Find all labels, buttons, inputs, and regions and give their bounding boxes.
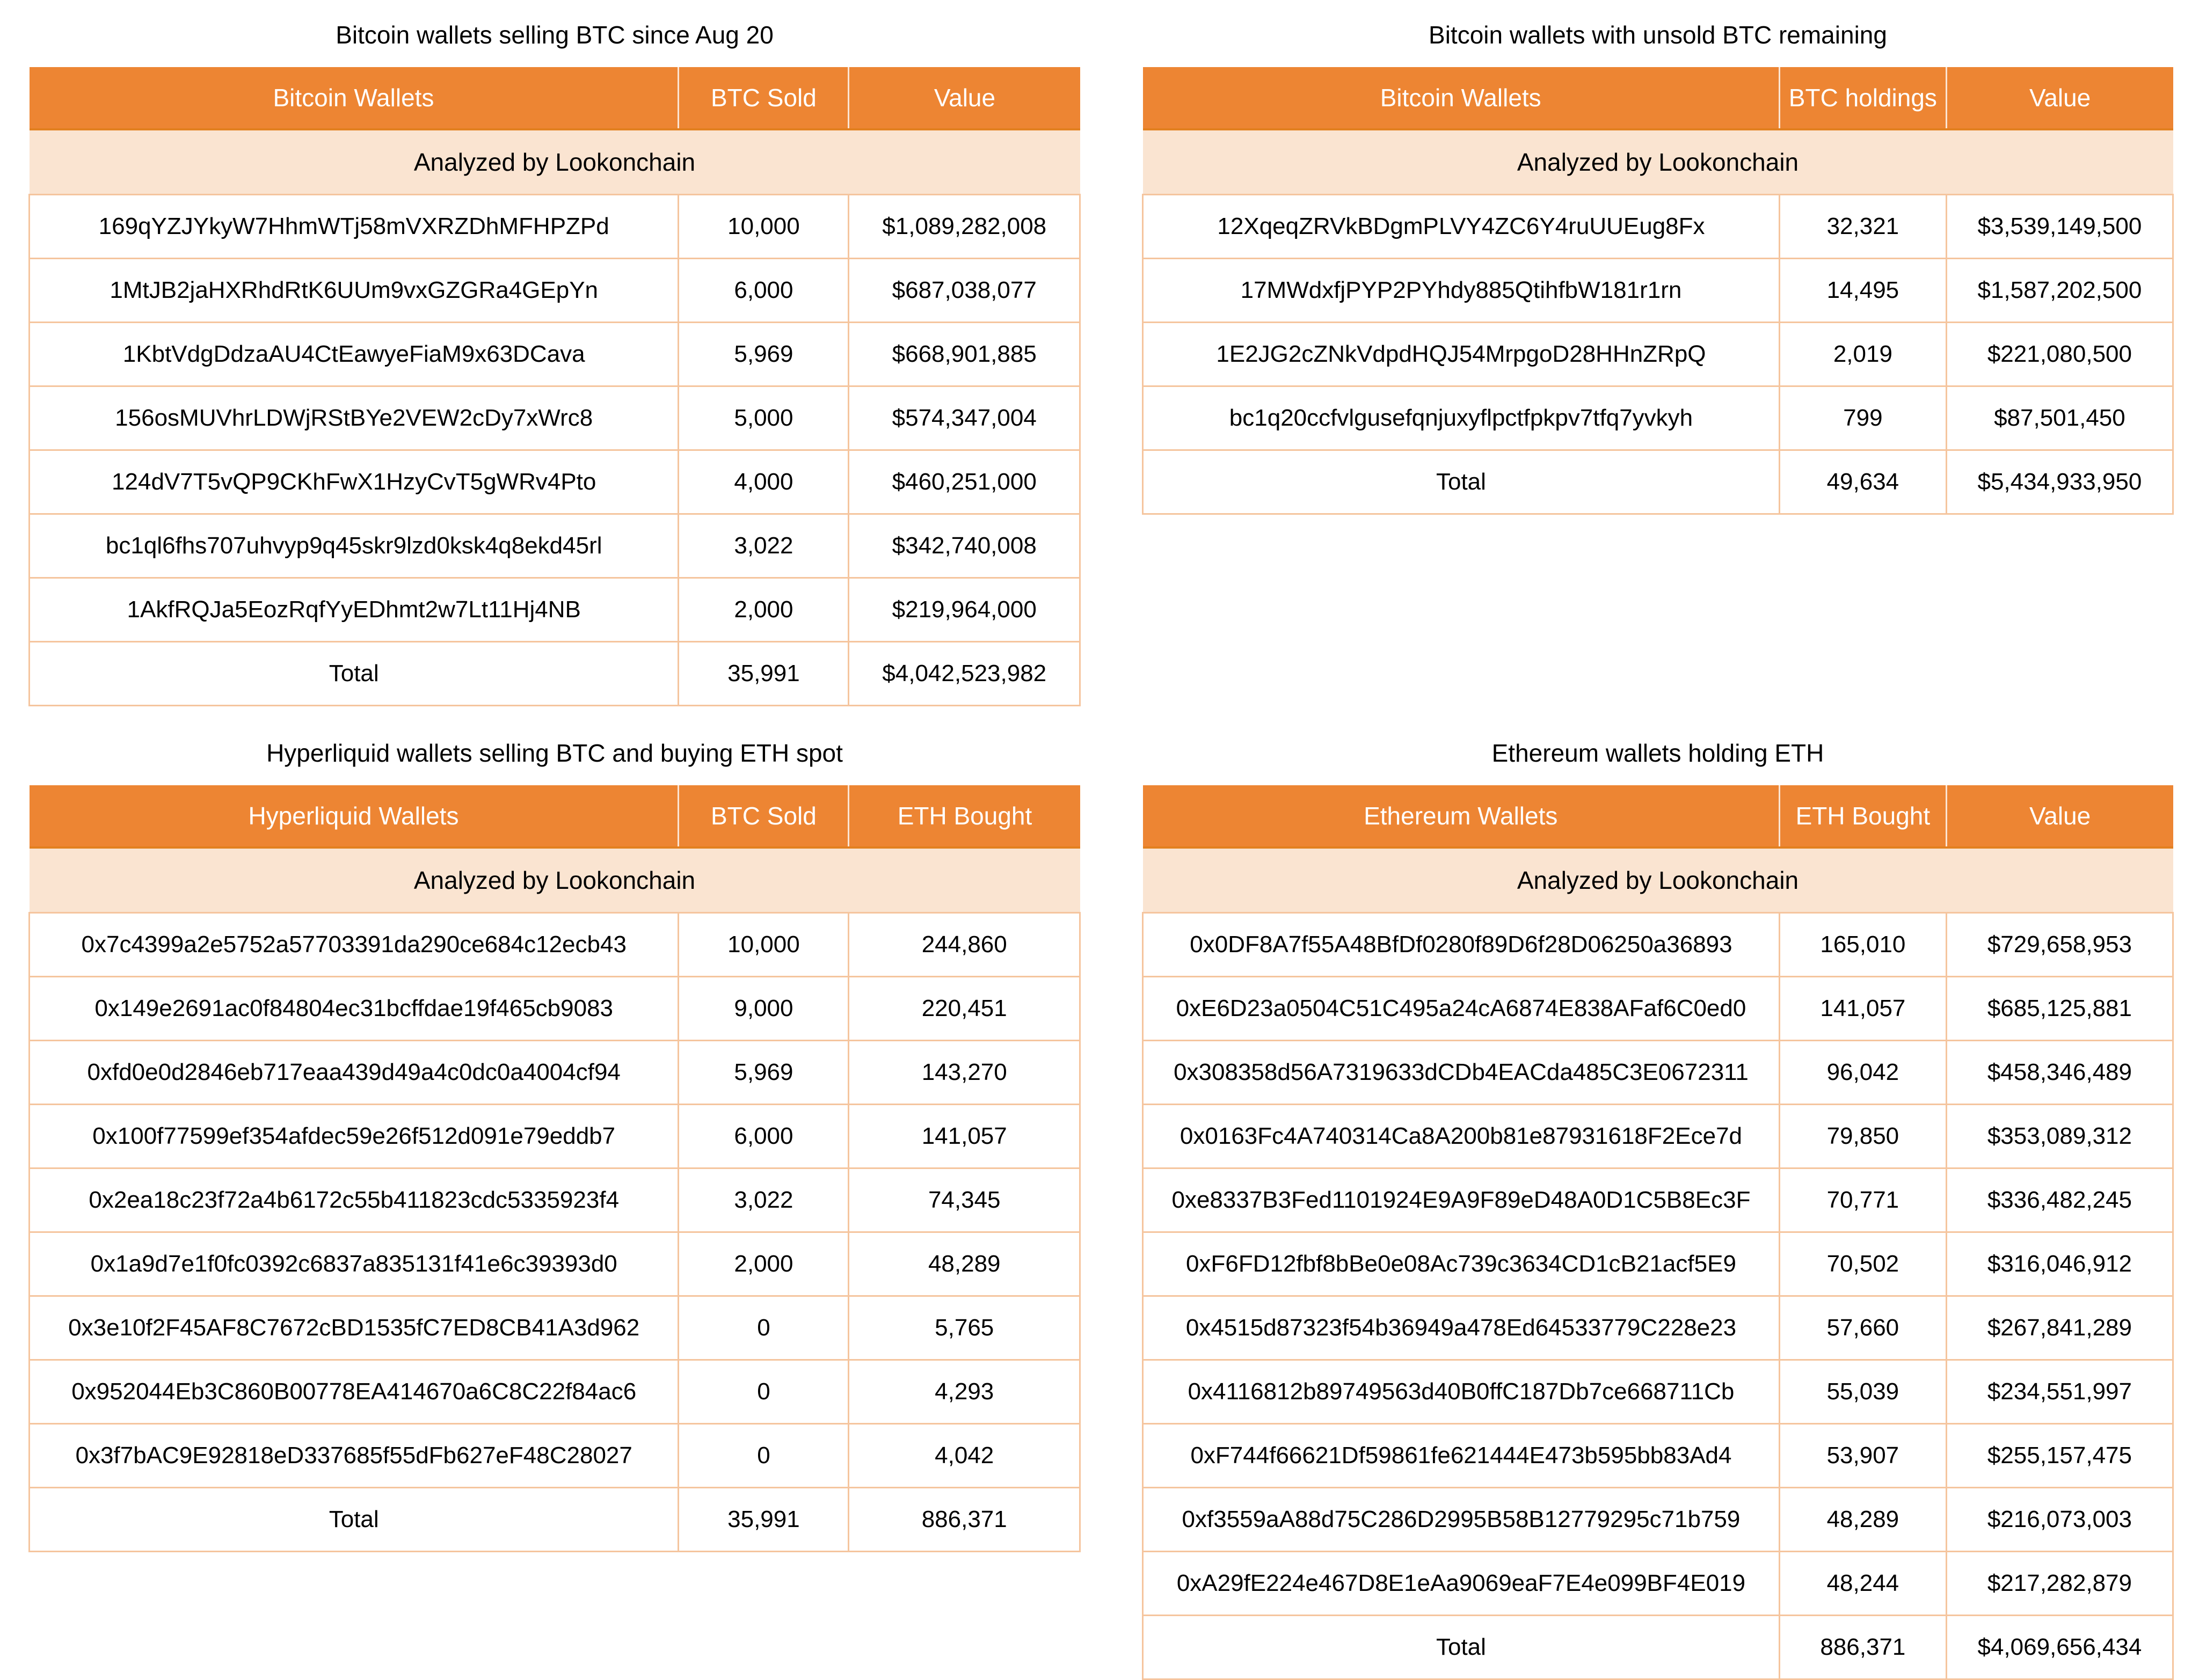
column-header-0: Hyperliquid Wallets [30, 785, 679, 848]
amount-cell: 2,000 [679, 1232, 849, 1296]
table-row [1143, 1552, 2173, 1616]
amount-cell: 9,000 [679, 977, 849, 1041]
analyzed-by-row [30, 848, 1080, 913]
table-row [30, 514, 1080, 578]
value-cell: $267,841,289 [1946, 1296, 2173, 1360]
amount-cell: 79,850 [1779, 1105, 1946, 1168]
column-header-1: BTC Sold [679, 67, 849, 129]
amount-cell: 10,000 [679, 195, 849, 259]
wallet-address-cell: 0xe8337B3Fed1101924E9A9F89eD48A0D1C5B8Ec3F [1143, 1168, 1780, 1232]
table-row [1143, 386, 2173, 450]
header-row [1143, 785, 2173, 848]
table-title-btc-sold: Bitcoin wallets selling BTC since Aug 20 [336, 21, 774, 49]
table-row [1143, 1232, 2173, 1296]
value-cell: 244,860 [849, 913, 1080, 977]
wallet-address-cell: 0x0DF8A7f55A48BfDf0280f89D6f28D06250a36893 [1143, 913, 1780, 977]
amount-cell: 5,969 [679, 323, 849, 386]
wallet-address-cell: 124dV7T5vQP9CKhFwX1HzyCvT5gWRv4Pto [30, 450, 679, 514]
wallet-address-cell: 0x100f77599ef354afdec59e26f512d091e79eddb7 [30, 1105, 679, 1168]
table-section-hyperliquid [28, 734, 1081, 1552]
value-cell: $460,251,000 [849, 450, 1080, 514]
value-cell: $219,964,000 [849, 578, 1080, 642]
table-row [30, 1424, 1080, 1488]
table-row [1143, 323, 2173, 386]
total-label-cell: Total [30, 642, 679, 706]
column-header-0: Ethereum Wallets [1143, 785, 1780, 848]
wallet-address-cell: bc1q20ccfvlgusefqnjuxyflpctfpkpv7tfq7yvkyh [1143, 386, 1780, 450]
analyzed-by-label: Analyzed by Lookonchain [1143, 129, 2173, 195]
header-row [30, 785, 1080, 848]
wallet-address-cell: 12XqeqZRVkBDgmPLVY4ZC6Y4ruUUEug8Fx [1143, 195, 1780, 259]
value-cell: $336,482,245 [1946, 1168, 2173, 1232]
amount-cell: 10,000 [679, 913, 849, 977]
table-row [30, 1105, 1080, 1168]
amount-cell: 3,022 [679, 1168, 849, 1232]
amount-cell: 0 [679, 1424, 849, 1488]
wallet-address-cell: 0xF6FD12fbf8bBe0e08Ac739c3634CD1cB21acf5E9 [1143, 1232, 1780, 1296]
value-cell: $3,539,149,500 [1946, 195, 2173, 259]
amount-cell: 2,019 [1779, 323, 1946, 386]
amount-cell: 57,660 [1779, 1296, 1946, 1360]
wallet-address-cell: 0x3e10f2F45AF8C7672cBD1535fC7ED8CB41A3d962 [30, 1296, 679, 1360]
total-row [30, 1488, 1080, 1552]
wallet-address-cell: 0xE6D23a0504C51C495a24cA6874E838AFaf6C0ed0 [1143, 977, 1780, 1041]
amount-cell: 0 [679, 1296, 849, 1360]
wallet-address-cell: 156osMUVhrLDWjRStBYe2VEW2cDy7xWrc8 [30, 386, 679, 450]
amount-cell: 165,010 [1779, 913, 1946, 977]
amount-cell: 32,321 [1779, 195, 1946, 259]
amount-cell: 5,000 [679, 386, 849, 450]
wallet-address-cell: 0x0163Fc4A740314Ca8A200b81e87931618F2Ece7d [1143, 1105, 1780, 1168]
value-cell: $685,125,881 [1946, 977, 2173, 1041]
table-row [1143, 913, 2173, 977]
wallet-address-cell: 1MtJB2jaHXRhdRtK6UUm9vxGZGRa4GEpYn [30, 259, 679, 323]
total-row [1143, 1616, 2173, 1679]
table-row [30, 1168, 1080, 1232]
wallet-address-cell: 0xf3559aA88d75C286D2995B58B12779295c71b759 [1143, 1488, 1780, 1552]
value-cell: 143,270 [849, 1041, 1080, 1105]
value-cell: $221,080,500 [1946, 323, 2173, 386]
value-cell: $1,089,282,008 [849, 195, 1080, 259]
wallet-address-cell: 1E2JG2cZNkVdpdHQJ54MrpgoD28HHnZRpQ [1143, 323, 1780, 386]
value-cell: $216,073,003 [1946, 1488, 2173, 1552]
table-row [1143, 1424, 2173, 1488]
hyperliquid-table [28, 785, 1081, 1552]
table-section-eth-holdings [1142, 734, 2174, 1680]
wallet-address-cell: 17MWdxfjPYP2PYhdy885QtihfbW181r1rn [1143, 259, 1780, 323]
column-header-2: Value [849, 67, 1080, 129]
value-cell: $687,038,077 [849, 259, 1080, 323]
wallet-address-cell: 0x7c4399a2e5752a57703391da290ce684c12ecb43 [30, 913, 679, 977]
amount-cell: 70,771 [1779, 1168, 1946, 1232]
total-amount-cell: 886,371 [1779, 1616, 1946, 1679]
amount-cell: 3,022 [679, 514, 849, 578]
column-header-2: Value [1946, 785, 2173, 848]
wallet-address-cell: 0x4515d87323f54b36949a478Ed64533779C228e23 [1143, 1296, 1780, 1360]
header-row [30, 67, 1080, 129]
amount-cell: 53,907 [1779, 1424, 1946, 1488]
wallet-address-cell: 0x1a9d7e1f0fc0392c6837a835131f41e6c39393d0 [30, 1232, 679, 1296]
eth-holdings-table [1142, 785, 2174, 1680]
table-row [30, 450, 1080, 514]
value-cell: $217,282,879 [1946, 1552, 2173, 1616]
total-row [30, 642, 1080, 706]
column-header-1: BTC Sold [679, 785, 849, 848]
analyzed-by-label: Analyzed by Lookonchain [30, 848, 1080, 913]
column-header-0: Bitcoin Wallets [30, 67, 679, 129]
value-cell: 141,057 [849, 1105, 1080, 1168]
amount-cell: 4,000 [679, 450, 849, 514]
analyzed-by-row [1143, 848, 2173, 913]
table-row [30, 323, 1080, 386]
value-cell: $458,346,489 [1946, 1041, 2173, 1105]
table-title-btc-remaining: Bitcoin wallets with unsold BTC remaining [1429, 21, 1887, 49]
wallet-address-cell: 0x308358d56A7319633dCDb4EACda485C3E0672311 [1143, 1041, 1780, 1105]
btc-remaining-table [1142, 67, 2174, 515]
table-row [1143, 1360, 2173, 1424]
table-row [30, 259, 1080, 323]
table-row [30, 1232, 1080, 1296]
amount-cell: 14,495 [1779, 259, 1946, 323]
analyzed-by-row [30, 129, 1080, 195]
value-cell: 4,293 [849, 1360, 1080, 1424]
value-cell: $87,501,450 [1946, 386, 2173, 450]
wallet-address-cell: 0x952044Eb3C860B00778EA414670a6C8C22f84ac6 [30, 1360, 679, 1424]
table-section-btc-remaining [1142, 16, 2174, 515]
table-row [1143, 195, 2173, 259]
table-row [30, 1041, 1080, 1105]
table-row [1143, 1488, 2173, 1552]
column-header-2: ETH Bought [849, 785, 1080, 848]
amount-cell: 48,244 [1779, 1552, 1946, 1616]
amount-cell: 5,969 [679, 1041, 849, 1105]
wallet-address-cell: 0xfd0e0d2846eb717eaa439d49a4c0dc0a4004cf94 [30, 1041, 679, 1105]
value-cell: $1,587,202,500 [1946, 259, 2173, 323]
total-amount-cell: 35,991 [679, 1488, 849, 1552]
wallet-address-cell: 0x4116812b89749563d40B0ffC187Db7ce668711Cb [1143, 1360, 1780, 1424]
table-section-btc-sold [28, 16, 1081, 706]
value-cell: 4,042 [849, 1424, 1080, 1488]
wallet-address-cell: 0xF744f66621Df59861fe621444E473b595bb83Ad4 [1143, 1424, 1780, 1488]
table-row [1143, 259, 2173, 323]
total-label-cell: Total [1143, 450, 1780, 514]
table-title-hyperliquid: Hyperliquid wallets selling BTC and buying ETH spot [266, 739, 843, 767]
value-cell: 220,451 [849, 977, 1080, 1041]
table-row [30, 578, 1080, 642]
wallet-address-cell: 1KbtVdgDdzaAU4CtEawyeFiaM9x63DCava [30, 323, 679, 386]
amount-cell: 6,000 [679, 1105, 849, 1168]
wallet-address-cell: 0x149e2691ac0f84804ec31bcffdae19f465cb9083 [30, 977, 679, 1041]
table-row [1143, 1296, 2173, 1360]
value-cell: 74,345 [849, 1168, 1080, 1232]
table-row [30, 1360, 1080, 1424]
column-header-2: Value [1946, 67, 2173, 129]
amount-cell: 96,042 [1779, 1041, 1946, 1105]
amount-cell: 6,000 [679, 259, 849, 323]
total-value-cell: $4,042,523,982 [849, 642, 1080, 706]
wallet-address-cell: 1AkfRQJa5EozRqfYyEDhmt2w7Lt11Hj4NB [30, 578, 679, 642]
amount-cell: 48,289 [1779, 1488, 1946, 1552]
wallet-address-cell: 0xA29fE224e467D8E1eAa9069eaF7E4e099BF4E019 [1143, 1552, 1780, 1616]
value-cell: 5,765 [849, 1296, 1080, 1360]
wallet-address-cell: 169qYZJYkyW7HhmWTj58mVXRZDhMFHPZPd [30, 195, 679, 259]
table-row [30, 1296, 1080, 1360]
value-cell: $729,658,953 [1946, 913, 2173, 977]
value-cell: $255,157,475 [1946, 1424, 2173, 1488]
value-cell: $668,901,885 [849, 323, 1080, 386]
total-amount-cell: 49,634 [1779, 450, 1946, 514]
header-row [1143, 67, 2173, 129]
table-row [30, 913, 1080, 977]
wallet-address-cell: 0x3f7bAC9E92818eD337685f55dFb627eF48C28027 [30, 1424, 679, 1488]
wallet-address-cell: bc1ql6fhs707uhvyp9q45skr9lzd0ksk4q8ekd45rl [30, 514, 679, 578]
amount-cell: 799 [1779, 386, 1946, 450]
table-row [30, 386, 1080, 450]
value-cell: $574,347,004 [849, 386, 1080, 450]
amount-cell: 70,502 [1779, 1232, 1946, 1296]
analyzed-by-label: Analyzed by Lookonchain [1143, 848, 2173, 913]
table-row [1143, 1168, 2173, 1232]
amount-cell: 2,000 [679, 578, 849, 642]
total-value-cell: $5,434,933,950 [1946, 450, 2173, 514]
value-cell: $353,089,312 [1946, 1105, 2173, 1168]
wallet-address-cell: 0x2ea18c23f72a4b6172c55b411823cdc5335923f4 [30, 1168, 679, 1232]
analyzed-by-label: Analyzed by Lookonchain [30, 129, 1080, 195]
column-header-0: Bitcoin Wallets [1143, 67, 1780, 129]
total-label-cell: Total [1143, 1616, 1780, 1679]
amount-cell: 0 [679, 1360, 849, 1424]
amount-cell: 141,057 [1779, 977, 1946, 1041]
btc-sold-table [28, 67, 1081, 706]
value-cell: $234,551,997 [1946, 1360, 2173, 1424]
table-row [30, 195, 1080, 259]
total-label-cell: Total [30, 1488, 679, 1552]
analyzed-by-row [1143, 129, 2173, 195]
value-cell: 48,289 [849, 1232, 1080, 1296]
total-value-cell: 886,371 [849, 1488, 1080, 1552]
column-header-1: BTC holdings [1779, 67, 1946, 129]
value-cell: $342,740,008 [849, 514, 1080, 578]
table-row [1143, 1105, 2173, 1168]
table-row [30, 977, 1080, 1041]
total-value-cell: $4,069,656,434 [1946, 1616, 2173, 1679]
table-row [1143, 977, 2173, 1041]
total-amount-cell: 35,991 [679, 642, 849, 706]
table-title-eth-holdings: Ethereum wallets holding ETH [1491, 739, 1824, 767]
column-header-1: ETH Bought [1779, 785, 1946, 848]
amount-cell: 55,039 [1779, 1360, 1946, 1424]
total-row [1143, 450, 2173, 514]
value-cell: $316,046,912 [1946, 1232, 2173, 1296]
table-row [1143, 1041, 2173, 1105]
